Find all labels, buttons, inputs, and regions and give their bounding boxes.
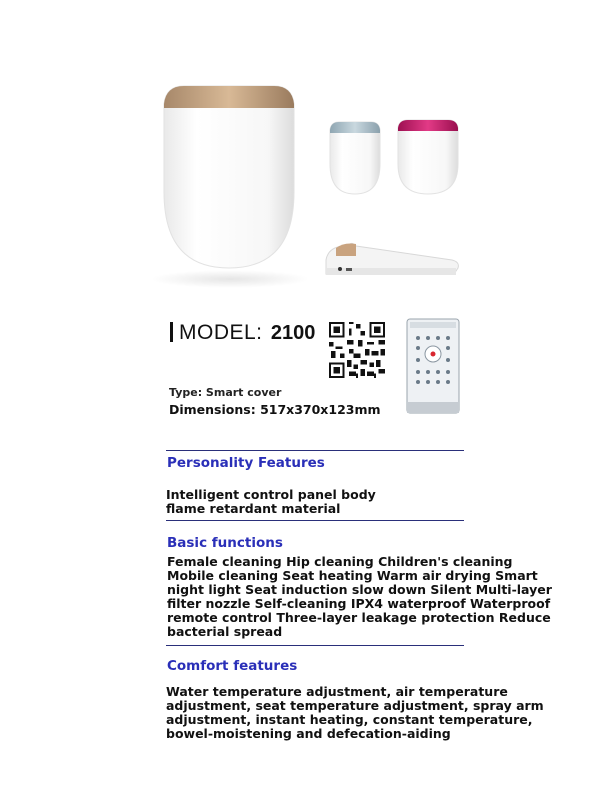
text-line: filter nozzle Self-cleaning IPX4 waterproof Waterproof	[167, 596, 551, 611]
text-line: Intelligent control panel body	[166, 487, 376, 502]
model-label	[170, 321, 315, 345]
remote-control-image	[406, 318, 460, 414]
text-line: Water temperature adjustment, air temperature	[166, 684, 508, 699]
text-line: adjustment, instant heating, constant temperature,	[166, 712, 533, 727]
text-line: bowel-moistening and defecation-aiding	[166, 726, 451, 741]
toilet-seat-gold-image	[160, 82, 298, 270]
comfort-features-title: Comfort features	[167, 658, 298, 674]
personality-features-text	[166, 488, 376, 516]
product-type: Type: Smart cover	[169, 386, 282, 399]
basic-functions-title: Basic functions	[167, 535, 283, 551]
seat-shadow	[150, 270, 310, 288]
toilet-seat-pink-image	[396, 118, 460, 196]
divider	[166, 645, 464, 646]
text-line: Female cleaning Hip cleaning Children's cleaning	[167, 554, 513, 569]
model-number: 2100	[270, 322, 316, 344]
model-bar-icon	[170, 322, 173, 342]
basic-functions-text	[167, 555, 552, 639]
toilet-seat-silver-image	[328, 120, 382, 196]
text-line: adjustment, seat temperature adjustment, spray arm	[166, 698, 544, 713]
qr-code-icon	[329, 322, 385, 378]
personality-features-title: Personality Features	[167, 455, 325, 471]
comfort-features-text	[166, 685, 544, 741]
divider	[166, 450, 464, 451]
text-line: remote control Three-layer leakage protection Reduce	[167, 610, 551, 625]
text-line: bacterial spread	[167, 624, 283, 639]
product-dimensions: Dimensions: 517x370x123mm	[169, 402, 381, 417]
model-prefix: MODEL:	[179, 321, 263, 344]
text-line: night light Seat induction slow down Silent Multi-layer	[167, 582, 552, 597]
text-line: flame retardant material	[166, 501, 341, 516]
toilet-seat-side-view-image	[322, 238, 462, 280]
divider	[166, 520, 464, 521]
text-line: Mobile cleaning Seat heating Warm air drying Smart	[167, 568, 538, 583]
